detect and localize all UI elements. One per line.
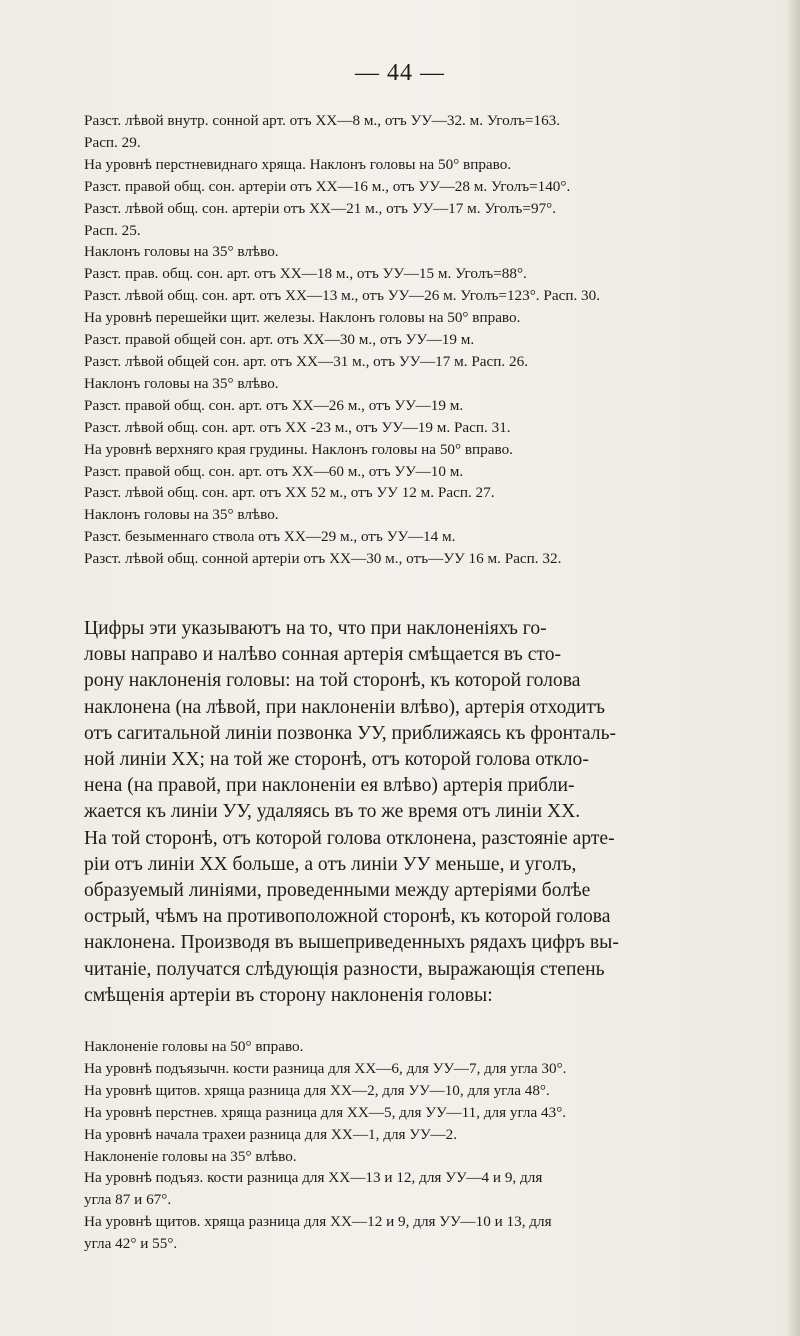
measurement-line: Разст. лѣвой общей сон. арт. отъ XX—31 м., отъ УУ—17 м. Расп. 26. <box>84 352 528 370</box>
body-paragraph <box>84 616 744 1009</box>
difference-line: угла 42° и 55°. <box>84 1235 178 1253</box>
paragraph-line: жается къ линіи УУ, удаляясь въ то же время отъ линіи XX. <box>84 801 581 823</box>
difference-line: На уровнѣ подъяз. кости разница для XX—13 и 12, для УУ—4 и 9, для <box>84 1169 543 1187</box>
paragraph-line: ной линіи XX; на той же сторонѣ, отъ которой голова откло- <box>84 749 589 771</box>
paragraph-line: отъ сагитальной линіи позвонка УУ, приближаясь къ фронталь- <box>84 722 617 744</box>
page-number: — 44 — <box>355 60 445 86</box>
measurement-line: На уровнѣ перстневиднаго хряща. Наклонъ головы на 50° вправо. <box>84 155 512 173</box>
measurement-line: Разст. лѣвой общ. сон. арт. отъ XX 52 м., отъ УУ 12 м. Расп. 27. <box>84 484 495 502</box>
measurement-line: Разст. лѣвой внутр. сонной арт. отъ XX—8 м., отъ УУ—32. м. Уголъ=163. <box>84 112 561 129</box>
differences-block <box>84 1036 744 1255</box>
measurement-line: Наклонъ головы на 35° влѣво. <box>84 506 279 524</box>
measurement-line: Разст. прав. общ. сон. арт. отъ XX—18 м., отъ УУ—15 м. Уголъ=88°. <box>84 265 527 283</box>
measurement-line: Наклонъ головы на 35° влѣво. <box>84 374 279 392</box>
difference-line: На уровнѣ начала трахеи разница для XX—1, для УУ—2. <box>84 1125 458 1143</box>
measurement-line: Расп. 29. <box>84 133 141 151</box>
measurement-line: На уровнѣ перешейки щит. железы. Наклонъ головы на 50° вправо. <box>84 309 521 327</box>
page-edge-shadow <box>786 0 800 1336</box>
measurement-line: Разст. лѣвой общ. сон. арт. отъ XX -23 м., отъ УУ—19 м. Расп. 31. <box>84 418 511 436</box>
difference-line: Наклоненіе головы на 50° вправо. <box>84 1038 304 1055</box>
measurement-line: Разст. лѣвой общ. сонной артеріи отъ XX—30 м., отъ—УУ 16 м. Расп. 32. <box>84 550 562 568</box>
measurement-line: На уровнѣ верхняго края грудины. Наклонъ головы на 50° вправо. <box>84 440 513 458</box>
paragraph-line: ріи отъ линіи XX больше, а отъ линіи УУ меньше, и уголъ, <box>84 853 577 875</box>
measurements-block <box>84 110 744 570</box>
measurement-line: Разст. правой общ. сон. арт. отъ XX—26 м., отъ УУ—19 м. <box>84 396 464 414</box>
paragraph-line: Цифры эти указываютъ на то, что при наклоненіяхъ го- <box>84 618 547 639</box>
paragraph-line: На той сторонѣ, отъ которой голова отклонена, разстояніе арте- <box>84 827 615 849</box>
paragraph-line: острый, чѣмъ на противоположной сторонѣ, къ которой голова <box>84 906 611 928</box>
paragraph-line: наклонена. Производя въ вышеприведенныхъ рядахъ цифръ вы- <box>84 932 619 954</box>
measurement-line: Разст. безыменнаго ствола отъ XX—29 м., отъ УУ—14 м. <box>84 528 456 546</box>
difference-line: На уровнѣ щитов. хряща разница для XX—12 и 9, для УУ—10 и 13, для <box>84 1213 552 1231</box>
measurement-line: Разст. правой общ. сон. артеріи отъ XX—16 м., отъ УУ—28 м. Уголъ=140°. <box>84 177 571 195</box>
paragraph-line: ловы направо и налѣво сонная артерія смѣщается въ сто- <box>84 644 562 666</box>
measurement-line: Разст. лѣвой общ. сон. арт. отъ XX—13 м., отъ УУ—26 м. Уголъ=123°. Расп. 30. <box>84 287 601 305</box>
measurement-line: Разст. правой общ. сон. арт. отъ XX—60 м., отъ УУ—10 м. <box>84 462 464 480</box>
paragraph-line: рону наклоненія головы: на той сторонѣ, къ которой голова <box>84 670 581 692</box>
difference-line: На уровнѣ подъязычн. кости разница для XX—6, для УУ—7, для угла 30°. <box>84 1059 567 1077</box>
measurement-line: Наклонъ головы на 35° влѣво. <box>84 243 279 261</box>
paragraph-line: образуемый линіями, проведенными между артеріями болѣе <box>84 880 591 902</box>
paragraph-line: нена (на правой, при наклоненіи ея влѣво) артерія прибли- <box>84 775 575 797</box>
paragraph-line: наклонена (на лѣвой, при наклоненіи влѣво), артерія отходитъ <box>84 696 606 718</box>
measurement-line: Расп. 25. <box>84 221 141 239</box>
paragraph-line: читаніе, получатся слѣдующія разности, выражающія степень <box>84 958 605 980</box>
difference-line: На уровнѣ щитов. хряща разница для XX—2, для УУ—10, для угла 48°. <box>84 1081 550 1099</box>
difference-line: Наклоненіе головы на 35° влѣво. <box>84 1147 297 1165</box>
paragraph-line: смѣщенія артеріи въ сторону наклоненія головы: <box>84 984 493 1006</box>
measurement-line: Разст. правой общей сон. арт. отъ XX—30 м., отъ УУ—19 м. <box>84 331 475 349</box>
difference-line: На уровнѣ перстнев. хряща разница для XX—5, для УУ—11, для угла 43°. <box>84 1103 567 1121</box>
measurement-line: Разст. лѣвой общ. сон. артеріи отъ XX—21 м., отъ УУ—17 м. Уголъ=97°. <box>84 199 557 217</box>
difference-line: угла 87 и 67°. <box>84 1191 172 1209</box>
